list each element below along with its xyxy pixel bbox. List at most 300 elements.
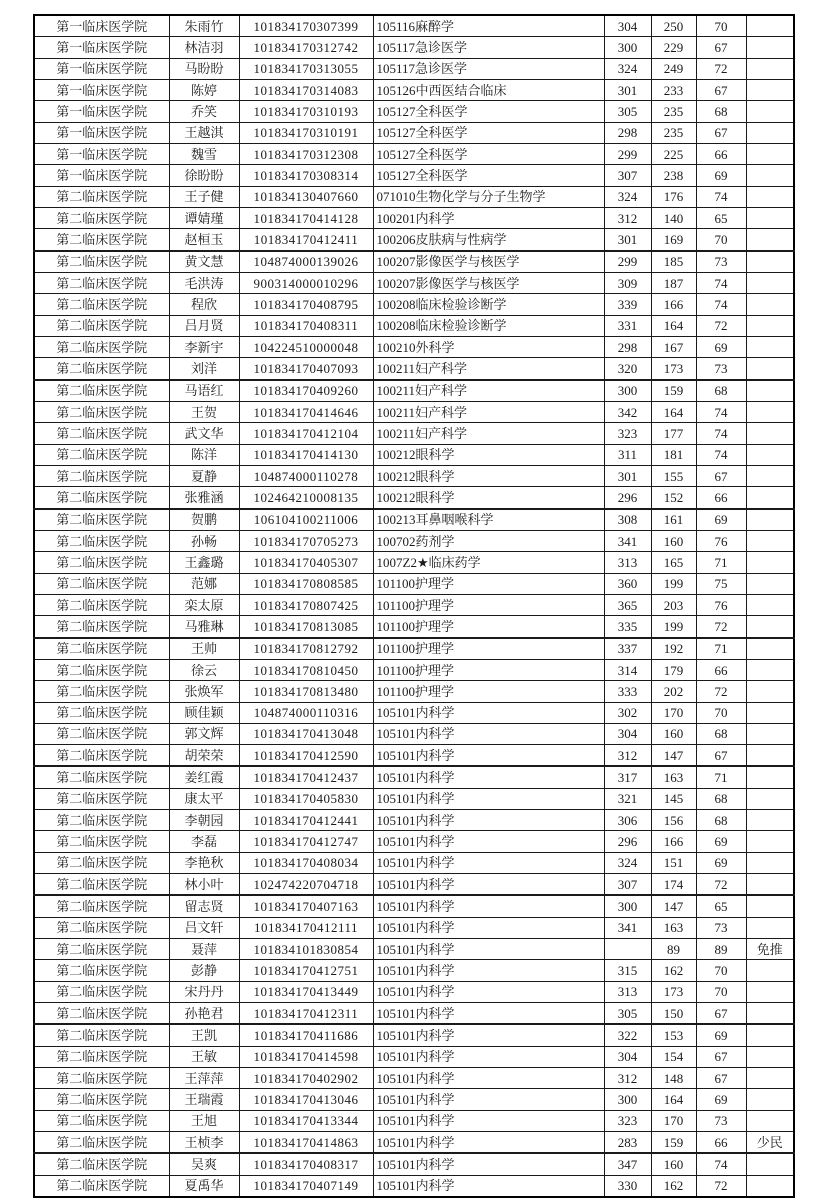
cell-score-total: 67 <box>696 1046 746 1067</box>
cell-college: 第二临床医学院 <box>34 272 169 293</box>
cell-student-name: 张焕军 <box>169 681 239 702</box>
table-row <box>34 659 794 680</box>
cell-score-retest: 199 <box>651 616 696 638</box>
cell-score-initial: 333 <box>604 681 651 702</box>
cell-remark <box>746 465 794 486</box>
cell-student-name: 陈洋 <box>169 444 239 465</box>
cell-remark <box>746 423 794 444</box>
table-row <box>34 165 794 186</box>
cell-exam-number: 101834170413449 <box>239 981 373 1002</box>
cell-score-retest: 238 <box>651 165 696 186</box>
table-row <box>34 681 794 702</box>
cell-remark <box>746 702 794 723</box>
cell-remark <box>746 681 794 702</box>
cell-exam-number: 101834170414646 <box>239 401 373 422</box>
cell-college: 第二临床医学院 <box>34 380 169 402</box>
cell-score-total: 65 <box>696 895 746 917</box>
cell-score-initial: 365 <box>604 594 651 615</box>
cell-major: 1007Z2★临床药学 <box>373 552 604 573</box>
cell-score-retest: 156 <box>651 810 696 831</box>
cell-college: 第二临床医学院 <box>34 766 169 788</box>
cell-college: 第一临床医学院 <box>34 143 169 164</box>
cell-major: 105101内科学 <box>373 723 604 744</box>
cell-score-total: 70 <box>696 229 746 251</box>
cell-exam-number: 101834170310193 <box>239 101 373 122</box>
cell-college: 第二临床医学院 <box>34 745 169 767</box>
cell-student-name: 栾太原 <box>169 594 239 615</box>
cell-exam-number: 101834170412590 <box>239 745 373 767</box>
cell-college: 第二临床医学院 <box>34 573 169 594</box>
cell-score-total: 67 <box>696 37 746 58</box>
cell-score-retest: 89 <box>651 939 696 960</box>
cell-score-initial: 302 <box>604 702 651 723</box>
table-row <box>34 122 794 143</box>
cell-score-total: 67 <box>696 1068 746 1089</box>
table-row <box>34 831 794 852</box>
cell-student-name: 孙畅 <box>169 530 239 551</box>
cell-college: 第二临床医学院 <box>34 423 169 444</box>
cell-remark <box>746 401 794 422</box>
cell-college: 第二临床医学院 <box>34 1068 169 1089</box>
cell-remark <box>746 79 794 100</box>
cell-remark <box>746 788 794 809</box>
table-row <box>34 702 794 723</box>
cell-college: 第二临床医学院 <box>34 1175 169 1197</box>
cell-score-initial: 337 <box>604 638 651 660</box>
cell-score-total: 72 <box>696 681 746 702</box>
cell-score-total: 68 <box>696 101 746 122</box>
cell-student-name: 王越淇 <box>169 122 239 143</box>
cell-remark <box>746 852 794 873</box>
cell-score-retest: 152 <box>651 487 696 509</box>
cell-score-total: 73 <box>696 1110 746 1131</box>
cell-exam-number: 101834170408034 <box>239 852 373 873</box>
cell-score-initial: 313 <box>604 552 651 573</box>
cell-major: 105101内科学 <box>373 745 604 767</box>
cell-college: 第二临床医学院 <box>34 659 169 680</box>
cell-remark <box>746 294 794 315</box>
cell-exam-number: 101834170405307 <box>239 552 373 573</box>
table-row <box>34 852 794 873</box>
cell-score-retest: 203 <box>651 594 696 615</box>
cell-major: 105127全科医学 <box>373 143 604 164</box>
cell-exam-number: 101834170808585 <box>239 573 373 594</box>
cell-major: 105101内科学 <box>373 1110 604 1131</box>
cell-major: 105101内科学 <box>373 810 604 831</box>
cell-score-retest: 165 <box>651 552 696 573</box>
cell-college: 第一临床医学院 <box>34 58 169 79</box>
cell-student-name: 李新宇 <box>169 336 239 357</box>
table-row <box>34 15 794 37</box>
cell-score-initial: 311 <box>604 444 651 465</box>
cell-score-total: 68 <box>696 788 746 809</box>
cell-major: 100201内科学 <box>373 207 604 228</box>
table-row <box>34 58 794 79</box>
cell-exam-number: 101834170314083 <box>239 79 373 100</box>
cell-major: 105101内科学 <box>373 1132 604 1154</box>
cell-exam-number: 104224510000048 <box>239 336 373 357</box>
cell-score-total: 66 <box>696 659 746 680</box>
cell-score-initial: 301 <box>604 465 651 486</box>
cell-score-retest: 185 <box>651 251 696 273</box>
cell-major: 105126中西医结合临床 <box>373 79 604 100</box>
table-row <box>34 1046 794 1067</box>
cell-score-retest: 199 <box>651 573 696 594</box>
cell-score-initial: 314 <box>604 659 651 680</box>
cell-exam-number: 101834170807425 <box>239 594 373 615</box>
cell-score-initial: 300 <box>604 1089 651 1110</box>
cell-score-initial: 298 <box>604 336 651 357</box>
cell-student-name: 马语红 <box>169 380 239 402</box>
cell-exam-number: 101834170412437 <box>239 766 373 788</box>
cell-exam-number: 104874000110278 <box>239 465 373 486</box>
table-row <box>34 552 794 573</box>
cell-major: 101100护理学 <box>373 681 604 702</box>
cell-score-total: 68 <box>696 810 746 831</box>
table-row <box>34 336 794 357</box>
cell-major: 101100护理学 <box>373 659 604 680</box>
cell-student-name: 吕文轩 <box>169 917 239 938</box>
cell-score-initial: 347 <box>604 1153 651 1175</box>
cell-score-retest: 147 <box>651 745 696 767</box>
cell-score-total: 74 <box>696 423 746 444</box>
cell-score-retest: 147 <box>651 895 696 917</box>
cell-remark <box>746 594 794 615</box>
cell-major: 105127全科医学 <box>373 101 604 122</box>
cell-score-retest: 155 <box>651 465 696 486</box>
cell-college: 第二临床医学院 <box>34 723 169 744</box>
cell-college: 第二临床医学院 <box>34 358 169 380</box>
cell-score-initial: 341 <box>604 530 651 551</box>
cell-exam-number: 101834170310191 <box>239 122 373 143</box>
cell-student-name: 赵桓玉 <box>169 229 239 251</box>
cell-student-name: 林洁羽 <box>169 37 239 58</box>
cell-exam-number: 101834170405830 <box>239 788 373 809</box>
cell-college: 第二临床医学院 <box>34 638 169 660</box>
table-row <box>34 487 794 509</box>
cell-score-total: 72 <box>696 58 746 79</box>
cell-exam-number: 101834170413344 <box>239 1110 373 1131</box>
cell-score-total: 67 <box>696 745 746 767</box>
cell-score-retest: 169 <box>651 229 696 251</box>
cell-score-total: 71 <box>696 766 746 788</box>
cell-remark <box>746 659 794 680</box>
cell-major: 100207影像医学与核医学 <box>373 251 604 273</box>
cell-student-name: 王桢李 <box>169 1132 239 1154</box>
cell-major: 105101内科学 <box>373 1046 604 1067</box>
table-row <box>34 1089 794 1110</box>
cell-major: 100211妇产科学 <box>373 401 604 422</box>
cell-college: 第一临床医学院 <box>34 101 169 122</box>
table-row <box>34 101 794 122</box>
cell-score-total: 72 <box>696 874 746 896</box>
cell-major: 105101内科学 <box>373 939 604 960</box>
cell-college: 第一临床医学院 <box>34 165 169 186</box>
cell-exam-number: 101834170810450 <box>239 659 373 680</box>
cell-score-retest: 154 <box>651 1046 696 1067</box>
table-row <box>34 401 794 422</box>
cell-student-name: 程欣 <box>169 294 239 315</box>
cell-student-name: 王萍萍 <box>169 1068 239 1089</box>
cell-remark: 免推 <box>746 939 794 960</box>
table-row <box>34 895 794 917</box>
cell-remark <box>746 509 794 531</box>
cell-remark <box>746 638 794 660</box>
cell-student-name: 胡荣荣 <box>169 745 239 767</box>
table-row <box>34 788 794 809</box>
admission-score-table <box>33 14 795 1198</box>
table-row <box>34 723 794 744</box>
cell-score-total: 70 <box>696 981 746 1002</box>
cell-exam-number: 101834170812792 <box>239 638 373 660</box>
cell-exam-number: 101834170312308 <box>239 143 373 164</box>
cell-score-initial: 324 <box>604 186 651 207</box>
cell-major: 105101内科学 <box>373 895 604 917</box>
cell-college: 第二临床医学院 <box>34 594 169 615</box>
table-row <box>34 272 794 293</box>
cell-student-name: 魏雪 <box>169 143 239 164</box>
cell-score-retest: 145 <box>651 788 696 809</box>
cell-score-total: 76 <box>696 594 746 615</box>
cell-remark <box>746 444 794 465</box>
cell-major: 105101内科学 <box>373 702 604 723</box>
table-row <box>34 509 794 531</box>
cell-score-initial: 342 <box>604 401 651 422</box>
cell-score-total: 74 <box>696 294 746 315</box>
cell-college: 第二临床医学院 <box>34 616 169 638</box>
cell-remark <box>746 960 794 981</box>
cell-college: 第二临床医学院 <box>34 294 169 315</box>
table-body <box>34 15 794 1197</box>
cell-score-total: 73 <box>696 251 746 273</box>
cell-college: 第二临床医学院 <box>34 509 169 531</box>
cell-college: 第二临床医学院 <box>34 1110 169 1131</box>
cell-college: 第二临床医学院 <box>34 251 169 273</box>
cell-score-total: 71 <box>696 552 746 573</box>
cell-score-initial: 283 <box>604 1132 651 1154</box>
cell-college: 第二临床医学院 <box>34 465 169 486</box>
cell-remark <box>746 745 794 767</box>
table-row <box>34 530 794 551</box>
cell-score-initial: 300 <box>604 895 651 917</box>
cell-exam-number: 101834170412411 <box>239 229 373 251</box>
cell-score-retest: 140 <box>651 207 696 228</box>
cell-exam-number: 106104100211006 <box>239 509 373 531</box>
cell-exam-number: 101834170413046 <box>239 1089 373 1110</box>
cell-score-total: 67 <box>696 465 746 486</box>
cell-score-initial: 300 <box>604 37 651 58</box>
cell-major: 100702药剂学 <box>373 530 604 551</box>
cell-score-initial: 320 <box>604 358 651 380</box>
cell-score-retest: 160 <box>651 723 696 744</box>
cell-major: 105101内科学 <box>373 981 604 1002</box>
cell-score-initial: 306 <box>604 810 651 831</box>
table-row <box>34 1024 794 1046</box>
cell-college: 第二临床医学院 <box>34 1132 169 1154</box>
cell-remark <box>746 1068 794 1089</box>
cell-score-total: 69 <box>696 336 746 357</box>
cell-score-total: 71 <box>696 638 746 660</box>
cell-college: 第二临床医学院 <box>34 852 169 873</box>
cell-college: 第二临床医学院 <box>34 917 169 938</box>
cell-student-name: 徐云 <box>169 659 239 680</box>
cell-remark <box>746 101 794 122</box>
cell-student-name: 王瑞霞 <box>169 1089 239 1110</box>
cell-exam-number: 104874000110316 <box>239 702 373 723</box>
cell-score-retest: 176 <box>651 186 696 207</box>
cell-remark <box>746 358 794 380</box>
cell-major: 105101内科学 <box>373 1068 604 1089</box>
cell-exam-number: 101834170414598 <box>239 1046 373 1067</box>
cell-score-retest: 148 <box>651 1068 696 1089</box>
cell-remark <box>746 143 794 164</box>
table-row <box>34 594 794 615</box>
cell-score-initial: 299 <box>604 143 651 164</box>
cell-score-initial: 324 <box>604 58 651 79</box>
cell-score-initial: 315 <box>604 960 651 981</box>
cell-student-name: 毛洪涛 <box>169 272 239 293</box>
cell-score-initial: 307 <box>604 874 651 896</box>
cell-major: 105101内科学 <box>373 874 604 896</box>
cell-student-name: 宋丹丹 <box>169 981 239 1002</box>
cell-remark <box>746 1175 794 1197</box>
table-row <box>34 874 794 896</box>
cell-score-total: 69 <box>696 165 746 186</box>
table-row <box>34 810 794 831</box>
table-row <box>34 380 794 402</box>
cell-student-name: 彭静 <box>169 960 239 981</box>
cell-remark <box>746 1046 794 1067</box>
cell-major: 105101内科学 <box>373 852 604 873</box>
cell-score-initial: 331 <box>604 315 651 336</box>
cell-student-name: 武文华 <box>169 423 239 444</box>
cell-college: 第二临床医学院 <box>34 1153 169 1175</box>
cell-score-initial: 305 <box>604 1003 651 1025</box>
cell-score-initial: 335 <box>604 616 651 638</box>
cell-score-initial: 305 <box>604 101 651 122</box>
cell-student-name: 乔笑 <box>169 101 239 122</box>
cell-student-name: 黄文慧 <box>169 251 239 273</box>
cell-major: 100208临床检验诊断学 <box>373 315 604 336</box>
cell-college: 第二临床医学院 <box>34 939 169 960</box>
cell-score-initial: 304 <box>604 1046 651 1067</box>
cell-score-retest: 150 <box>651 1003 696 1025</box>
cell-student-name: 马雅琳 <box>169 616 239 638</box>
cell-score-initial: 299 <box>604 251 651 273</box>
cell-student-name: 孙艳君 <box>169 1003 239 1025</box>
cell-major: 101100护理学 <box>373 638 604 660</box>
cell-score-initial: 317 <box>604 766 651 788</box>
cell-score-retest: 160 <box>651 1153 696 1175</box>
table-row <box>34 638 794 660</box>
cell-exam-number: 101834170308314 <box>239 165 373 186</box>
cell-college: 第一临床医学院 <box>34 37 169 58</box>
cell-score-initial: 312 <box>604 1068 651 1089</box>
cell-remark <box>746 1110 794 1131</box>
cell-score-retest: 163 <box>651 766 696 788</box>
table-row <box>34 465 794 486</box>
table-row <box>34 917 794 938</box>
cell-score-total: 69 <box>696 1024 746 1046</box>
table-row <box>34 1132 794 1154</box>
cell-student-name: 谭婧瑾 <box>169 207 239 228</box>
cell-student-name: 林小叶 <box>169 874 239 896</box>
cell-major: 105117急诊医学 <box>373 58 604 79</box>
cell-score-retest: 170 <box>651 1110 696 1131</box>
cell-major: 105101内科学 <box>373 1003 604 1025</box>
cell-score-retest: 161 <box>651 509 696 531</box>
cell-score-retest: 164 <box>651 315 696 336</box>
cell-exam-number: 101834170407149 <box>239 1175 373 1197</box>
table-row <box>34 1110 794 1131</box>
cell-student-name: 留志贤 <box>169 895 239 917</box>
cell-score-initial: 309 <box>604 272 651 293</box>
cell-student-name: 张雅涵 <box>169 487 239 509</box>
cell-remark <box>746 315 794 336</box>
cell-college: 第二临床医学院 <box>34 229 169 251</box>
cell-score-initial: 330 <box>604 1175 651 1197</box>
table-row <box>34 981 794 1002</box>
cell-student-name: 贺鹏 <box>169 509 239 531</box>
cell-major: 100213耳鼻咽喉科学 <box>373 509 604 531</box>
cell-exam-number: 101834170408317 <box>239 1153 373 1175</box>
cell-student-name: 郭文辉 <box>169 723 239 744</box>
cell-score-retest: 162 <box>651 960 696 981</box>
cell-score-retest: 164 <box>651 1089 696 1110</box>
cell-score-total: 69 <box>696 1089 746 1110</box>
cell-college: 第二临床医学院 <box>34 895 169 917</box>
cell-remark <box>746 165 794 186</box>
cell-remark <box>746 573 794 594</box>
table-row <box>34 229 794 251</box>
cell-student-name: 夏禹华 <box>169 1175 239 1197</box>
cell-college: 第二临床医学院 <box>34 487 169 509</box>
cell-exam-number: 101834170412311 <box>239 1003 373 1025</box>
cell-remark <box>746 122 794 143</box>
cell-score-retest: 225 <box>651 143 696 164</box>
cell-major: 100212眼科学 <box>373 444 604 465</box>
cell-score-initial: 304 <box>604 15 651 37</box>
table-row <box>34 294 794 315</box>
cell-score-total: 72 <box>696 616 746 638</box>
table-row <box>34 1175 794 1197</box>
cell-score-initial: 312 <box>604 207 651 228</box>
cell-exam-number: 101834170813085 <box>239 616 373 638</box>
table-row <box>34 960 794 981</box>
cell-exam-number: 101834170407163 <box>239 895 373 917</box>
cell-student-name: 李朝园 <box>169 810 239 831</box>
cell-score-initial: 312 <box>604 745 651 767</box>
cell-score-total: 76 <box>696 530 746 551</box>
cell-exam-number: 101834170402902 <box>239 1068 373 1089</box>
cell-exam-number: 101834170414128 <box>239 207 373 228</box>
cell-college: 第二临床医学院 <box>34 207 169 228</box>
cell-exam-number: 101834170414130 <box>239 444 373 465</box>
cell-score-total: 67 <box>696 79 746 100</box>
cell-student-name: 姜红霞 <box>169 766 239 788</box>
cell-exam-number: 102474220704718 <box>239 874 373 896</box>
cell-college: 第二临床医学院 <box>34 315 169 336</box>
cell-college: 第二临床医学院 <box>34 702 169 723</box>
cell-exam-number: 101834101830854 <box>239 939 373 960</box>
table-row <box>34 358 794 380</box>
table-row <box>34 745 794 767</box>
cell-score-total: 68 <box>696 380 746 402</box>
cell-score-total: 73 <box>696 358 746 380</box>
cell-score-total: 69 <box>696 509 746 531</box>
cell-score-initial: 321 <box>604 788 651 809</box>
cell-major: 100208临床检验诊断学 <box>373 294 604 315</box>
